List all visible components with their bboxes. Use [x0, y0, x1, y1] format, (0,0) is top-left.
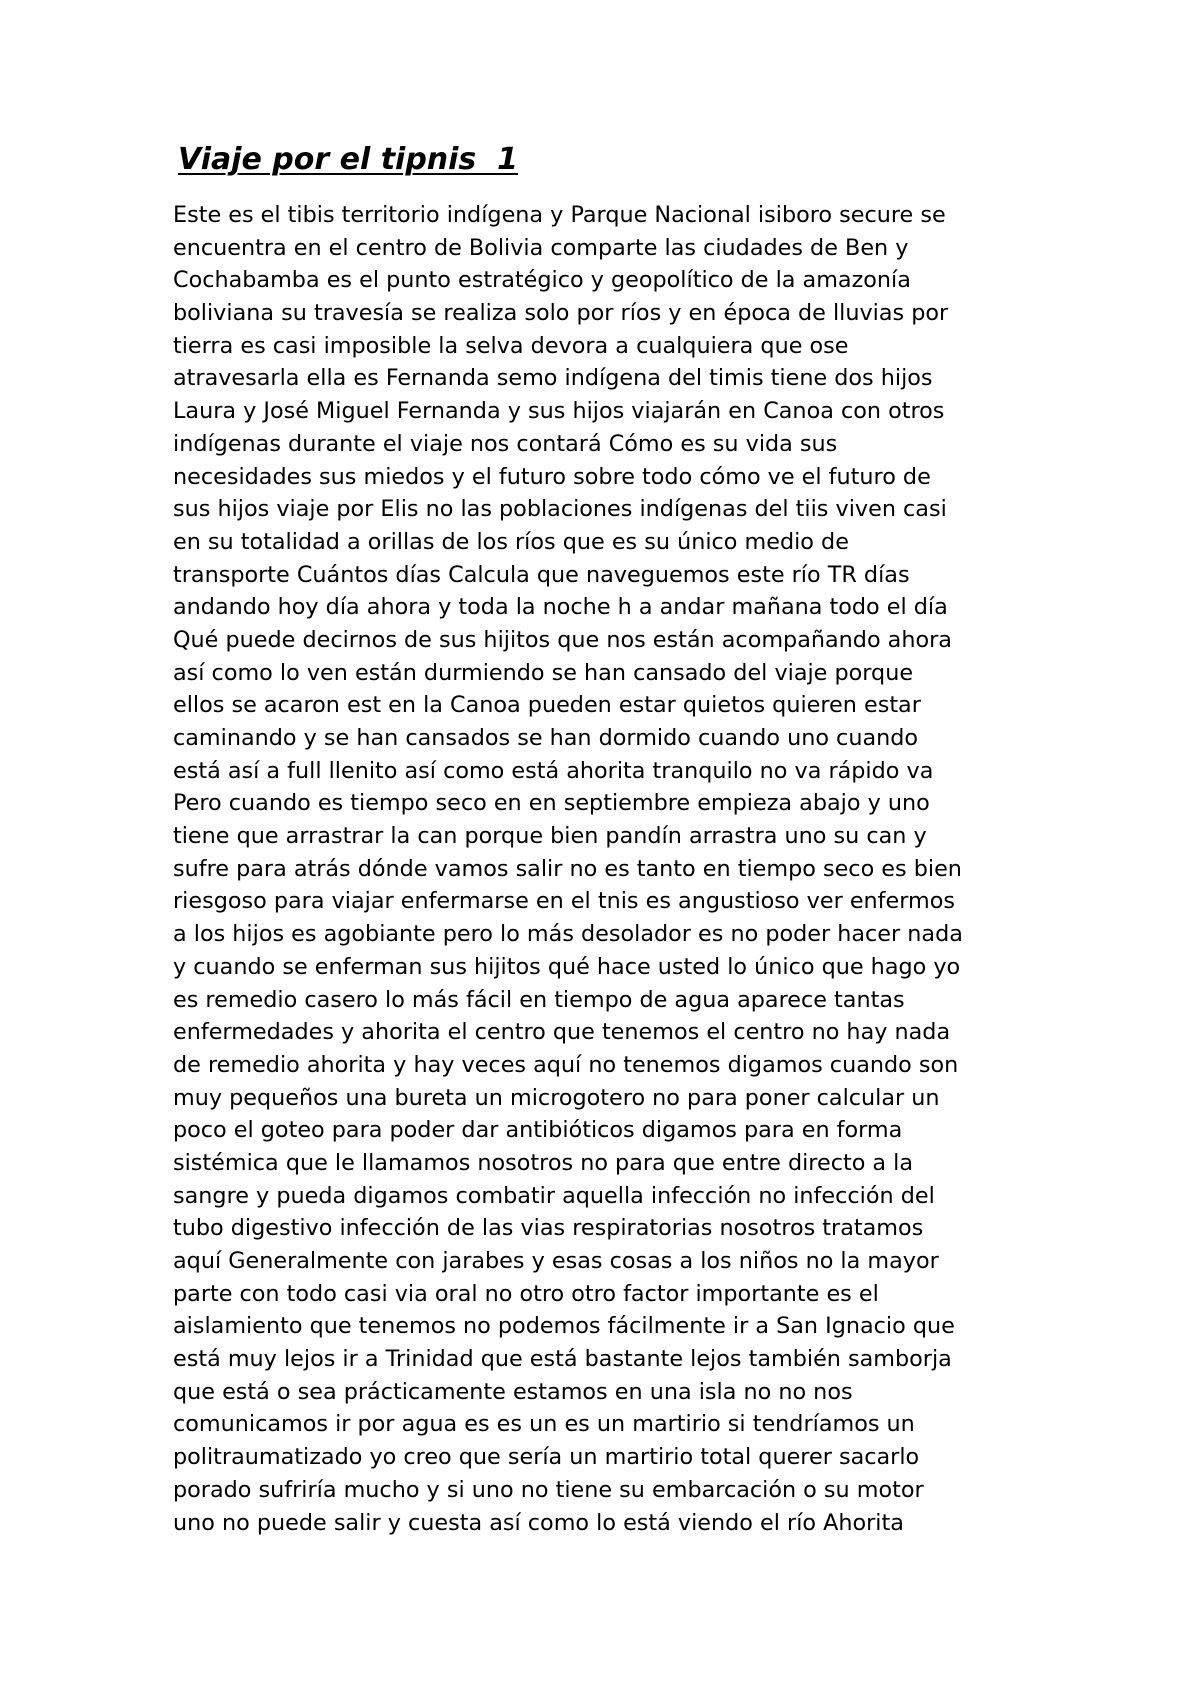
document-title: Viaje por el tipnis 1	[178, 142, 519, 177]
body-line: sus hijos viaje por Elis no las poblaciones indígenas del tiis viven casi	[173, 496, 947, 523]
body-line: tubo digestivo infección de las vias respiratorias nosotros tratamos	[173, 1215, 924, 1242]
body-line: así como lo ven están durmiendo se han cansado del viaje porque	[173, 659, 914, 686]
body-line: es remedio casero lo más fácil en tiempo de agua aparece tantas	[173, 986, 905, 1013]
body-line: comunicamos ir por agua es es un es un martirio si tendríamos un	[173, 1411, 915, 1438]
body-line: boliviana su travesía se realiza solo por ríos y en época de lluvias por	[173, 300, 949, 327]
body-line: caminando y se han cansados se han dormido cuando uno cuando	[173, 725, 919, 751]
body-line: poco el goteo para poder dar antibióticos digamos para en forma	[173, 1117, 903, 1144]
body-line: Este es el tibis territorio indígena y Parque Nacional isiboro secure se	[173, 202, 946, 228]
body-line: muy pequeños una bureta un microgotero no para poner calcular un	[173, 1084, 940, 1111]
body-line: Qué puede decirnos de sus hijitos que nos están acompañando ahora	[173, 626, 952, 653]
body-line: sangre y pueda digamos combatir aquella infección no infección del	[173, 1182, 935, 1209]
body-line: parte con todo casi via oral no otro otro factor importante es el	[173, 1280, 879, 1307]
body-line: encuentra en el centro de Bolivia comparte las ciudades de Ben y	[173, 234, 909, 261]
body-line: en su totalidad a orillas de los ríos que es su único medio de	[173, 528, 849, 555]
body-line: Cochabamba es el punto estratégico y geopolítico de la amazonía	[173, 267, 911, 294]
body-line: aquí Generalmente con jarabes y esas cosas a los niños no la mayor	[173, 1248, 939, 1274]
body-line: de remedio ahorita y hay veces aquí no tenemos digamos cuando son	[173, 1051, 959, 1078]
body-line: aislamiento que tenemos no podemos fácilmente ir a San Ignacio que	[173, 1313, 955, 1340]
body-line: Pero cuando es tiempo seco en en septiembre empieza abajo y uno	[173, 790, 930, 817]
body-line: Laura y José Miguel Fernanda y sus hijos viajarán en Canoa con otros	[173, 398, 945, 425]
body-line: transporte Cuántos días Calcula que naveguemos este río TR días	[173, 561, 910, 588]
body-line: tiene que arrastrar la can porque bien pandín arrastra uno su can y	[173, 823, 927, 850]
body-line: andando hoy día ahora y toda la noche h a andar mañana todo el día	[173, 594, 948, 621]
body-line: y cuando se enferman sus hijitos qué hace usted lo único que hago yo	[173, 953, 961, 980]
body-line: atravesarla ella es Fernanda semo indígena del timis tiene dos hijos	[173, 365, 933, 392]
body-line: porado sufriría mucho y si uno no tiene su embarcación o su motor	[173, 1476, 924, 1503]
body-line: enfermedades y ahorita el centro que tenemos el centro no hay nada	[173, 1019, 951, 1046]
body-line: sistémica que le llamamos nosotros no para que entre directo a la	[173, 1149, 914, 1176]
document-body	[173, 199, 1073, 1539]
body-line: sufre para atrás dónde vamos salir no es tanto en tiempo seco es bien	[173, 855, 962, 882]
body-line: necesidades sus miedos y el futuro sobre todo cómo ve el futuro de	[173, 463, 931, 490]
body-line: que está o sea prácticamente estamos en una isla no no nos	[173, 1378, 853, 1405]
body-line: a los hijos es agobiante pero lo más desolador es no poder hacer nada	[173, 921, 963, 948]
body-line: politraumatizado yo creo que sería un martirio total querer sacarlo	[173, 1444, 920, 1471]
body-line: está así a full llenito así como está ahorita tranquilo no va rápido va	[173, 757, 934, 784]
body-line: riesgoso para viajar enfermarse en el tnis es angustioso ver enfermos	[173, 888, 955, 915]
body-line: ellos se acaron est en la Canoa pueden estar quietos quieren estar	[173, 692, 921, 719]
body-line: está muy lejos ir a Trinidad que está bastante lejos también samborja	[173, 1346, 952, 1373]
body-line: tierra es casi imposible la selva devora a cualquiera que ose	[173, 332, 849, 359]
body-line: uno no puede salir y cuesta así como lo está viendo el río Ahorita	[173, 1509, 904, 1536]
body-line: indígenas durante el viaje nos contará Cómo es su vida sus	[173, 430, 838, 457]
